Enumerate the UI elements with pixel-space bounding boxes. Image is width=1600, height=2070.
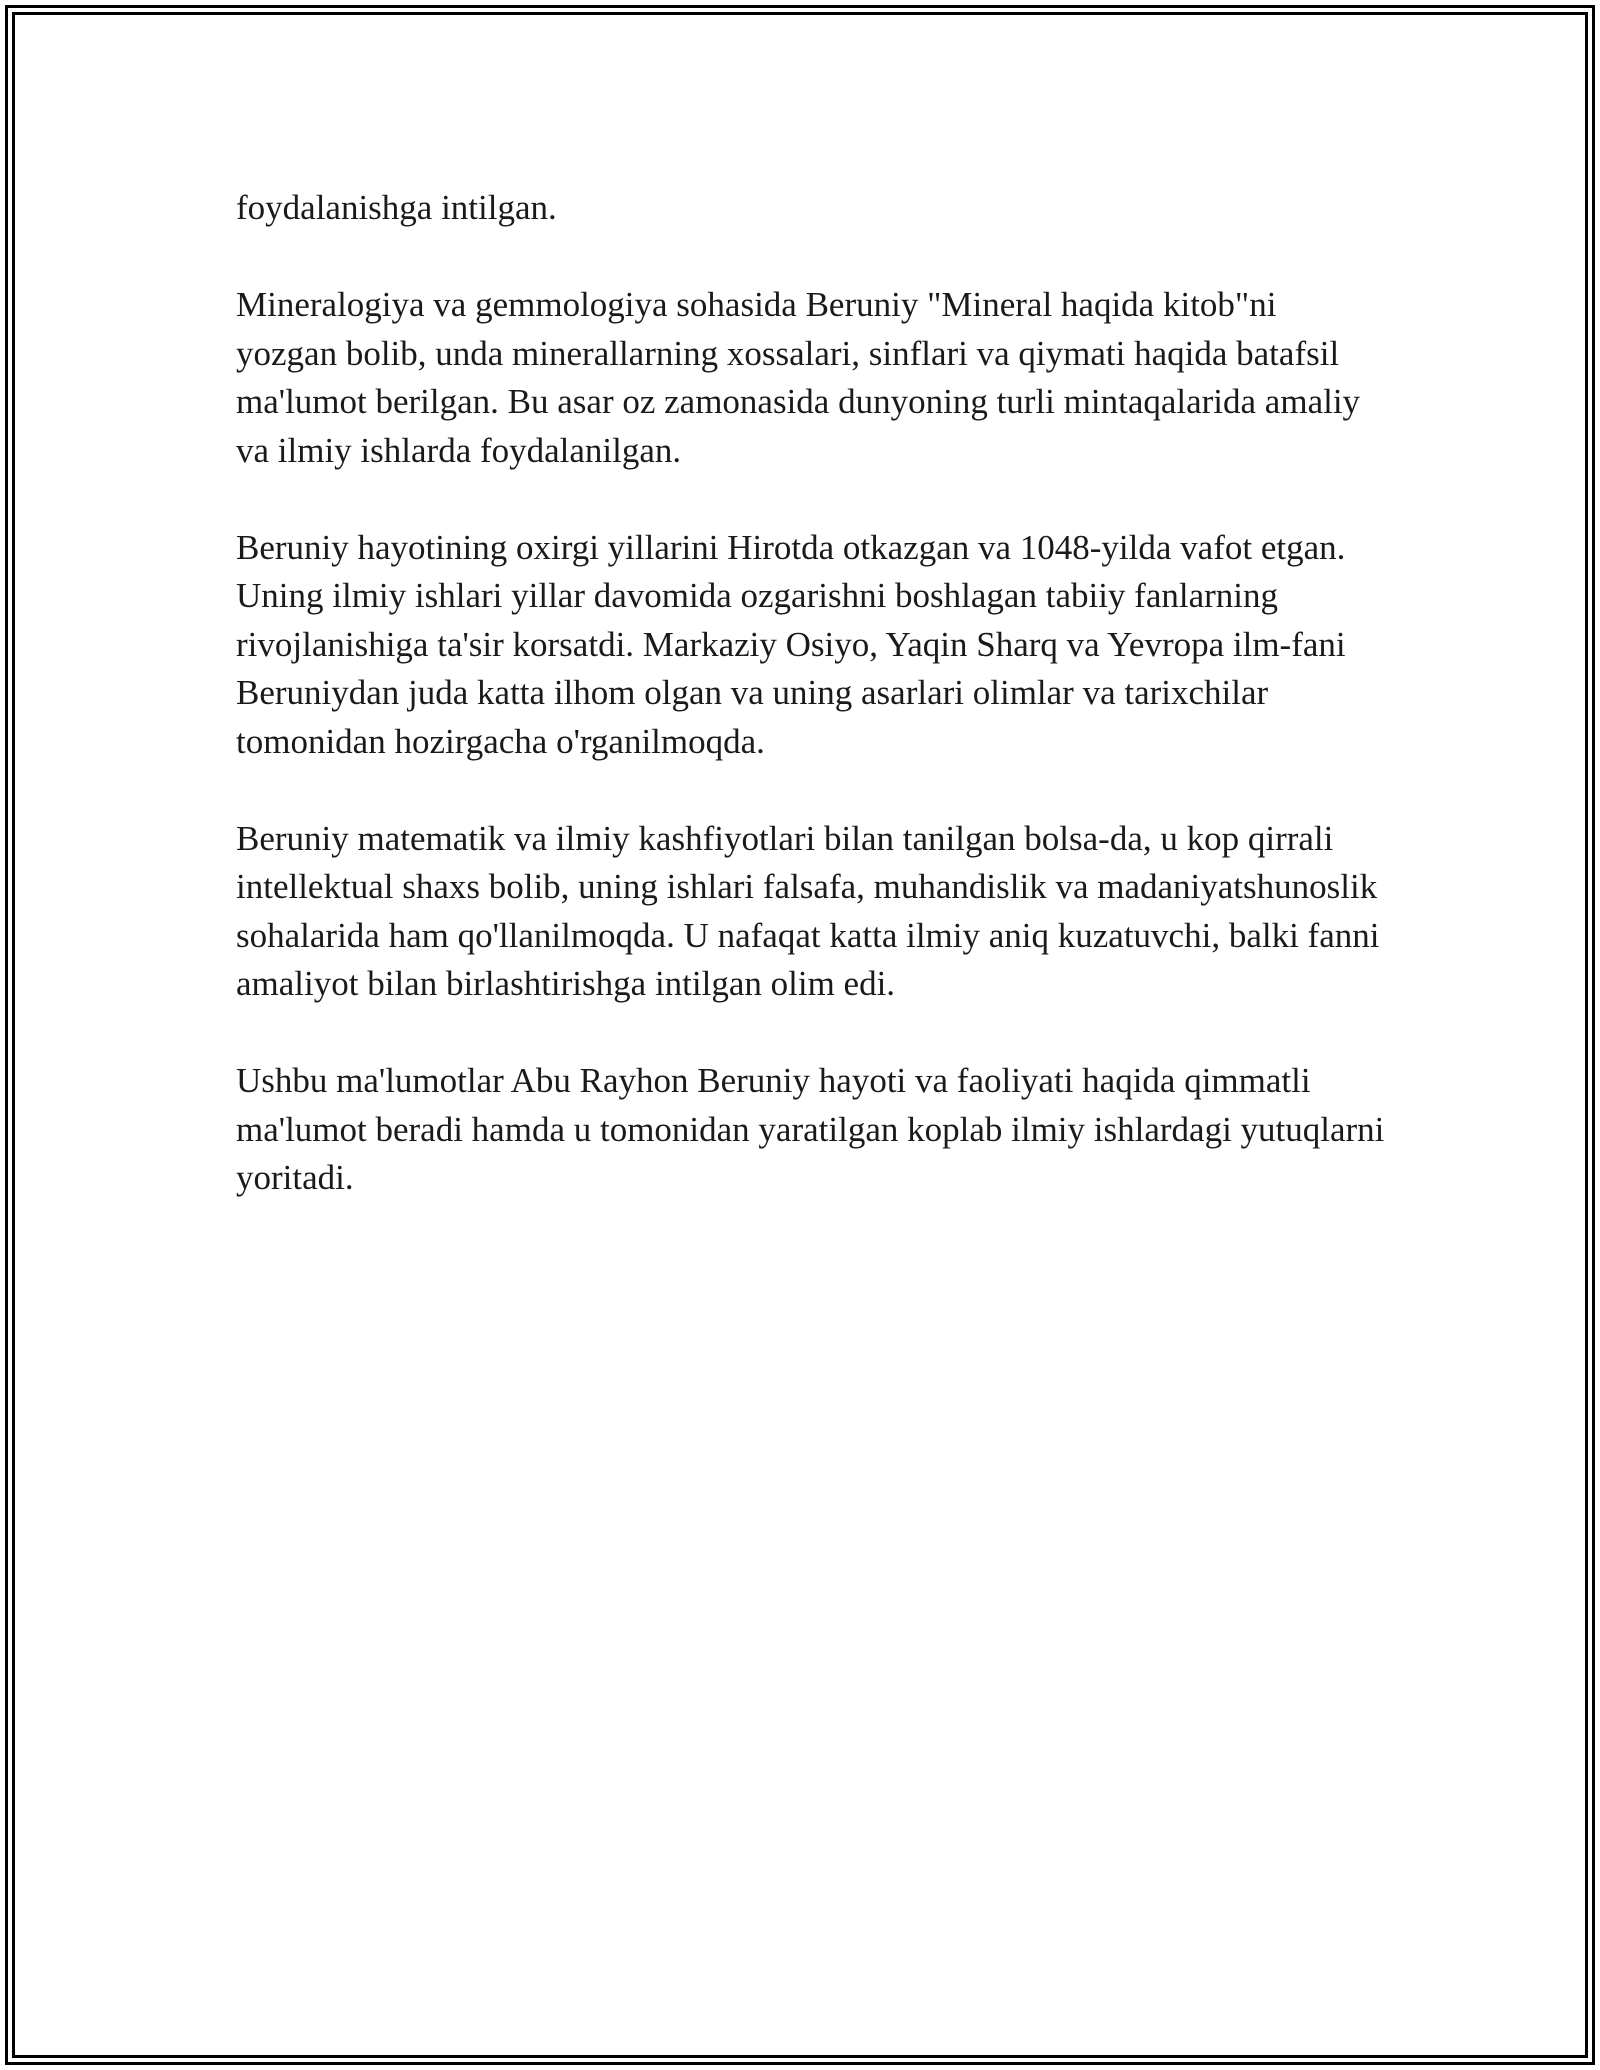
paragraph-4: Beruniy matematik va ilmiy kashfiyotlari bilan tanilgan bolsa-da, u kop qirrali intellektual shaxs bolib, uning ishlari falsafa, muhandislik va madaniyatshunoslik sohalarida ham qo'llanilmoqda. U nafaqat katta ilmiy aniq kuzatuvchi, balki fanni amaliyot bilan birlashtirishga intilgan olim edi. <box>236 818 1380 1003</box>
document-body <box>236 184 1386 1251</box>
paragraph-5: Ushbu ma'lumotlar Abu Rayhon Beruniy hayoti va faoliyati haqida qimmatli ma'lumot beradi hamda u tomonidan yaratilgan koplab ilmiy ishlardagi yutuqlarni yoritadi. <box>236 1061 1385 1197</box>
paragraph-3: Beruniy hayotining oxirgi yillarini Hirotda otkazgan va 1048-yilda vafot etgan. Uning ilmiy ishlari yillar davomida ozgarishni boshlagan tabiiy fanlarning rivojlanishiga ta'sir korsatdi. Markaziy Osiyo, Yaqin Sharq va Yevropa ilm-fani Beruniydan juda katta ilhom olgan va uning asarlari olimlar va tarixchilar tomonidan hozirgacha o'rganilmoqda. <box>236 527 1346 761</box>
paragraph-1: foydalanishga intilgan. <box>236 188 557 227</box>
paragraph-2: Mineralogiya va gemmologiya sohasida Beruniy "Mineral haqida kitob"ni yozgan bolib, unda minerallarning xossalari, sinflari va qiymati haqida batafsil ma'lumot berilgan. Bu asar oz zamonasida dunyoning turli mintaqalarida amaliy va ilmiy ishlarda foydalanilgan. <box>236 285 1361 470</box>
